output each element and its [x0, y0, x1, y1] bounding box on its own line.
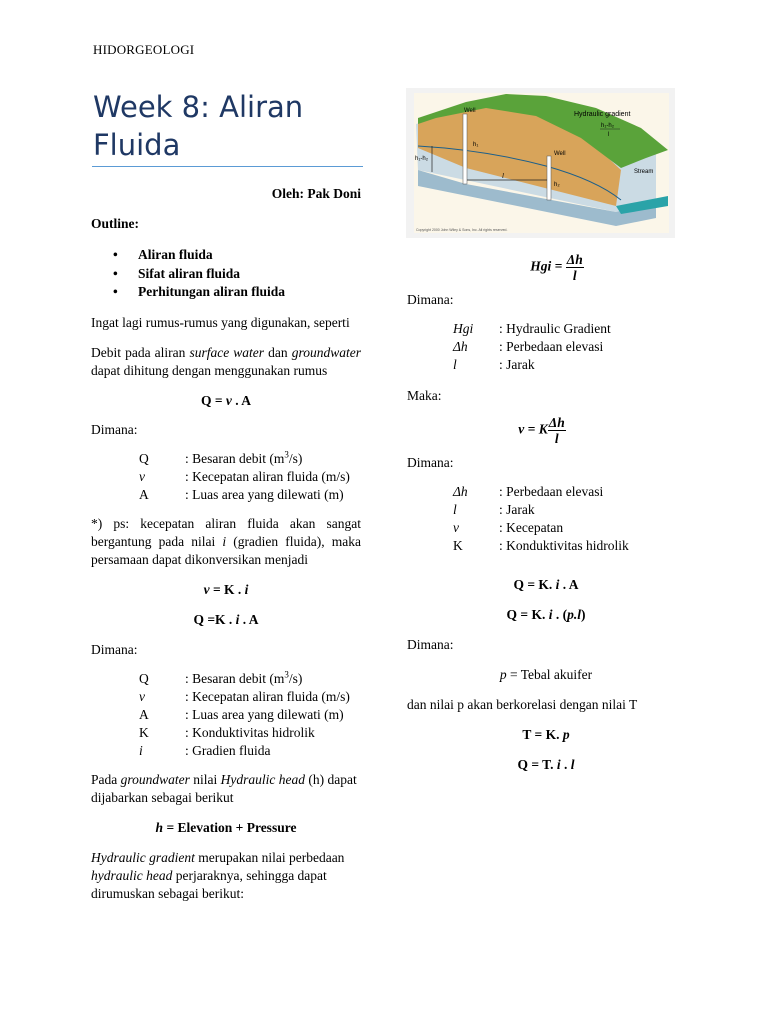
- superscript: 3: [284, 669, 289, 679]
- table-row: [453, 537, 629, 555]
- outline-list: [91, 246, 361, 302]
- eq-var: p.l: [567, 607, 581, 622]
- def-desc: : Kecepatan aliran fluida (m/s): [185, 468, 350, 484]
- table-row: [139, 670, 350, 688]
- aquifer-diagram: [406, 88, 675, 238]
- def-desc: : Luas area yang dilewati (m): [185, 486, 344, 502]
- text: = Tebal akuifer: [506, 667, 593, 682]
- paragraph-ps: [91, 515, 361, 569]
- text: dapat dihitung dengan menggunakan rumus: [91, 362, 328, 378]
- definitions-table-2: [139, 670, 350, 760]
- text: /s): [288, 450, 303, 466]
- def-symbol: K: [453, 538, 463, 553]
- def-desc: : Konduktivitas hidrolik: [499, 538, 629, 553]
- eq-var: i: [235, 611, 240, 627]
- dimana-label: Dimana:: [407, 292, 454, 307]
- well-1: [463, 114, 467, 184]
- dimana-label: Dimana:: [91, 421, 138, 437]
- fraction-denominator: l: [554, 431, 559, 446]
- eq-lhs: v = K: [518, 421, 548, 437]
- def-symbol: Δh: [453, 339, 468, 354]
- def-desc: [185, 670, 350, 688]
- text: : Besaran debit (m: [185, 450, 285, 466]
- text: /s): [288, 670, 303, 686]
- eq-var: i: [548, 607, 553, 622]
- figure-label: Well: [464, 108, 476, 114]
- equation-q-kipl: [407, 606, 677, 624]
- hydraulic-gradient-figure: [406, 88, 675, 238]
- eq-var: p: [562, 727, 570, 742]
- figure-label: l: [502, 172, 504, 180]
- table-row: [453, 519, 629, 537]
- def-symbol: v: [139, 468, 145, 484]
- text: dan: [264, 344, 292, 360]
- equation-q-va: [91, 392, 361, 410]
- figure-label: l: [608, 132, 610, 138]
- eq-lhs: Hgi =: [530, 258, 563, 274]
- def-symbol: l: [453, 502, 457, 517]
- def-symbol: Hgi: [453, 321, 474, 336]
- fraction-denominator: l: [572, 268, 577, 283]
- figure-label: h₁-h₂: [601, 123, 615, 129]
- eq-part: Q =K .: [193, 611, 236, 627]
- figure-label: h₂: [554, 182, 560, 188]
- text: Pada: [91, 771, 121, 787]
- equation-q-til: [407, 756, 677, 774]
- term-surface-water: surface water: [189, 344, 265, 360]
- fraction: [566, 252, 584, 283]
- table-row: [453, 501, 629, 519]
- fraction: [548, 415, 566, 446]
- equation-q-kia-2: [407, 576, 677, 594]
- fraction-numerator: Δh: [566, 252, 583, 267]
- figure-copyright: Copyright 2000 John Wiley & Sons, Inc. All rights reserved.: [416, 228, 508, 232]
- table-row: [139, 450, 350, 468]
- eq-part: Q =: [200, 392, 226, 408]
- text: : Besaran debit (m: [185, 670, 285, 686]
- eq-part: . A: [231, 392, 252, 408]
- eq-part: . (: [552, 607, 568, 622]
- term-hydraulic-head: hydraulic head: [91, 867, 173, 883]
- figure-label: h₁: [473, 142, 479, 148]
- right-column: [407, 252, 677, 774]
- def-desc: : Jarak: [499, 502, 535, 517]
- def-symbol: v: [139, 688, 145, 704]
- maka-label: Maka:: [407, 388, 442, 403]
- eq-var: p: [499, 667, 507, 682]
- def-symbol: l: [453, 357, 457, 372]
- term-groundwater: groundwater: [291, 344, 361, 360]
- def-desc: : Gradien fluida: [185, 742, 271, 758]
- eq-part: = K .: [209, 581, 245, 597]
- title-underline: [92, 166, 363, 167]
- equation-t: [407, 726, 677, 744]
- eq-var: i: [244, 581, 249, 597]
- text: Debit pada aliran: [91, 344, 190, 360]
- eq-part: T = K.: [522, 727, 563, 742]
- table-row: [453, 320, 611, 338]
- paragraph-head: [91, 771, 361, 807]
- dimana-label: Dimana:: [407, 637, 454, 652]
- table-row: [139, 486, 350, 504]
- figure-label: h₁-h₂: [415, 156, 429, 162]
- def-desc: : Jarak: [499, 357, 535, 372]
- eq-part: = Elevation + Pressure: [163, 819, 297, 835]
- text: *) ps: kecepatan aliran fluida akan sangat bergantung pada nilai: [91, 515, 361, 549]
- definitions-table-4: [453, 483, 629, 555]
- eq-var: v: [203, 581, 210, 597]
- eq-var: h: [155, 819, 164, 835]
- term-hydraulic-head: Hydraulic head: [220, 771, 305, 787]
- definitions-table-1: [139, 450, 350, 504]
- eq-part: Q = K.: [513, 577, 556, 592]
- text: perjaraknya, sehingga dapat dirumuskan sebagai berikut:: [91, 867, 327, 901]
- table-row: [139, 688, 350, 706]
- definitions-table-3: [453, 320, 611, 374]
- paragraph-korelasi: dan nilai p akan berkorelasi dengan nilai T: [407, 697, 638, 712]
- def-desc: : Kecepatan: [499, 520, 564, 535]
- term-hydraulic-gradient: Hydraulic gradient: [91, 849, 195, 865]
- table-row: [139, 468, 350, 486]
- eq-part: Q = T.: [517, 757, 557, 772]
- equation-hgi: [407, 252, 677, 283]
- author-line: Oleh: Pak Doni: [271, 186, 361, 201]
- table-row: [139, 706, 350, 724]
- figure-label: Well: [554, 151, 566, 157]
- eq-var: v: [225, 392, 232, 408]
- def-symbol: i: [139, 742, 143, 758]
- text: nilai: [189, 771, 221, 787]
- def-desc: : Perbedaan elevasi: [499, 339, 604, 354]
- eq-var: i: [556, 757, 561, 772]
- eq-part: . A: [559, 577, 579, 592]
- outline-label: Outline:: [91, 216, 140, 231]
- term-i: i: [222, 533, 227, 549]
- paragraph-gradient: [91, 849, 361, 903]
- def-desc: : Konduktivitas hidrolik: [185, 724, 315, 740]
- table-row: [453, 356, 611, 374]
- table-row: [453, 338, 611, 356]
- def-symbol: Q: [139, 450, 149, 466]
- equation-v-k: [407, 415, 677, 446]
- left-column: [91, 185, 361, 903]
- def-symbol: Q: [139, 670, 149, 686]
- def-desc: : Perbedaan elevasi: [499, 484, 604, 499]
- def-symbol: v: [453, 520, 459, 535]
- list-item: • Aliran fluida: [91, 246, 361, 265]
- def-symbol: K: [139, 724, 149, 740]
- table-row: [139, 742, 350, 760]
- eq-part: .: [560, 757, 571, 772]
- figure-label: Hydraulic gradient: [574, 111, 631, 118]
- table-row: [453, 483, 629, 501]
- eq-var: l: [570, 757, 575, 772]
- list-item: • Sifat aliran fluida: [91, 265, 361, 284]
- equation-q-kia: [91, 611, 361, 629]
- text: (h) dapat dijabarkan sebagai berikut: [91, 771, 357, 805]
- well-2: [547, 156, 551, 200]
- text: (gradien fluida), maka persamaan dapat dikonversikan menjadi: [91, 533, 361, 567]
- equation-h: [91, 819, 361, 837]
- term-groundwater: groundwater: [120, 771, 190, 787]
- document-header: HIDORGEOLOGI: [93, 42, 195, 57]
- fraction-numerator: Δh: [548, 415, 565, 430]
- paragraph-debit: [91, 344, 361, 380]
- eq-part: ): [580, 607, 586, 622]
- list-item: • Perhitungan aliran fluida: [91, 283, 361, 302]
- eq-part: Q = K.: [506, 607, 549, 622]
- def-desc: : Kecepatan aliran fluida (m/s): [185, 688, 350, 704]
- def-desc: : Hydraulic Gradient: [499, 321, 611, 336]
- def-desc: : Luas area yang dilewati (m): [185, 706, 344, 722]
- def-desc: [185, 450, 350, 468]
- table-row: [139, 724, 350, 742]
- p-definition: [407, 666, 677, 684]
- equation-v-ki: [91, 581, 361, 599]
- def-symbol: A: [139, 486, 149, 502]
- eq-var: i: [555, 577, 560, 592]
- def-symbol: A: [139, 706, 149, 722]
- page-title: Week 8: Aliran Fluida: [93, 90, 304, 162]
- paragraph-ingat: Ingat lagi rumus-rumus yang digunakan, seperti: [91, 314, 350, 330]
- figure-label: Stream: [634, 169, 654, 175]
- eq-part: . A: [239, 611, 259, 627]
- dimana-label: Dimana:: [91, 641, 138, 657]
- def-symbol: Δh: [453, 484, 468, 499]
- superscript: 3: [284, 449, 289, 459]
- text: merupakan nilai perbedaan: [194, 849, 345, 865]
- dimana-label: Dimana:: [407, 455, 454, 470]
